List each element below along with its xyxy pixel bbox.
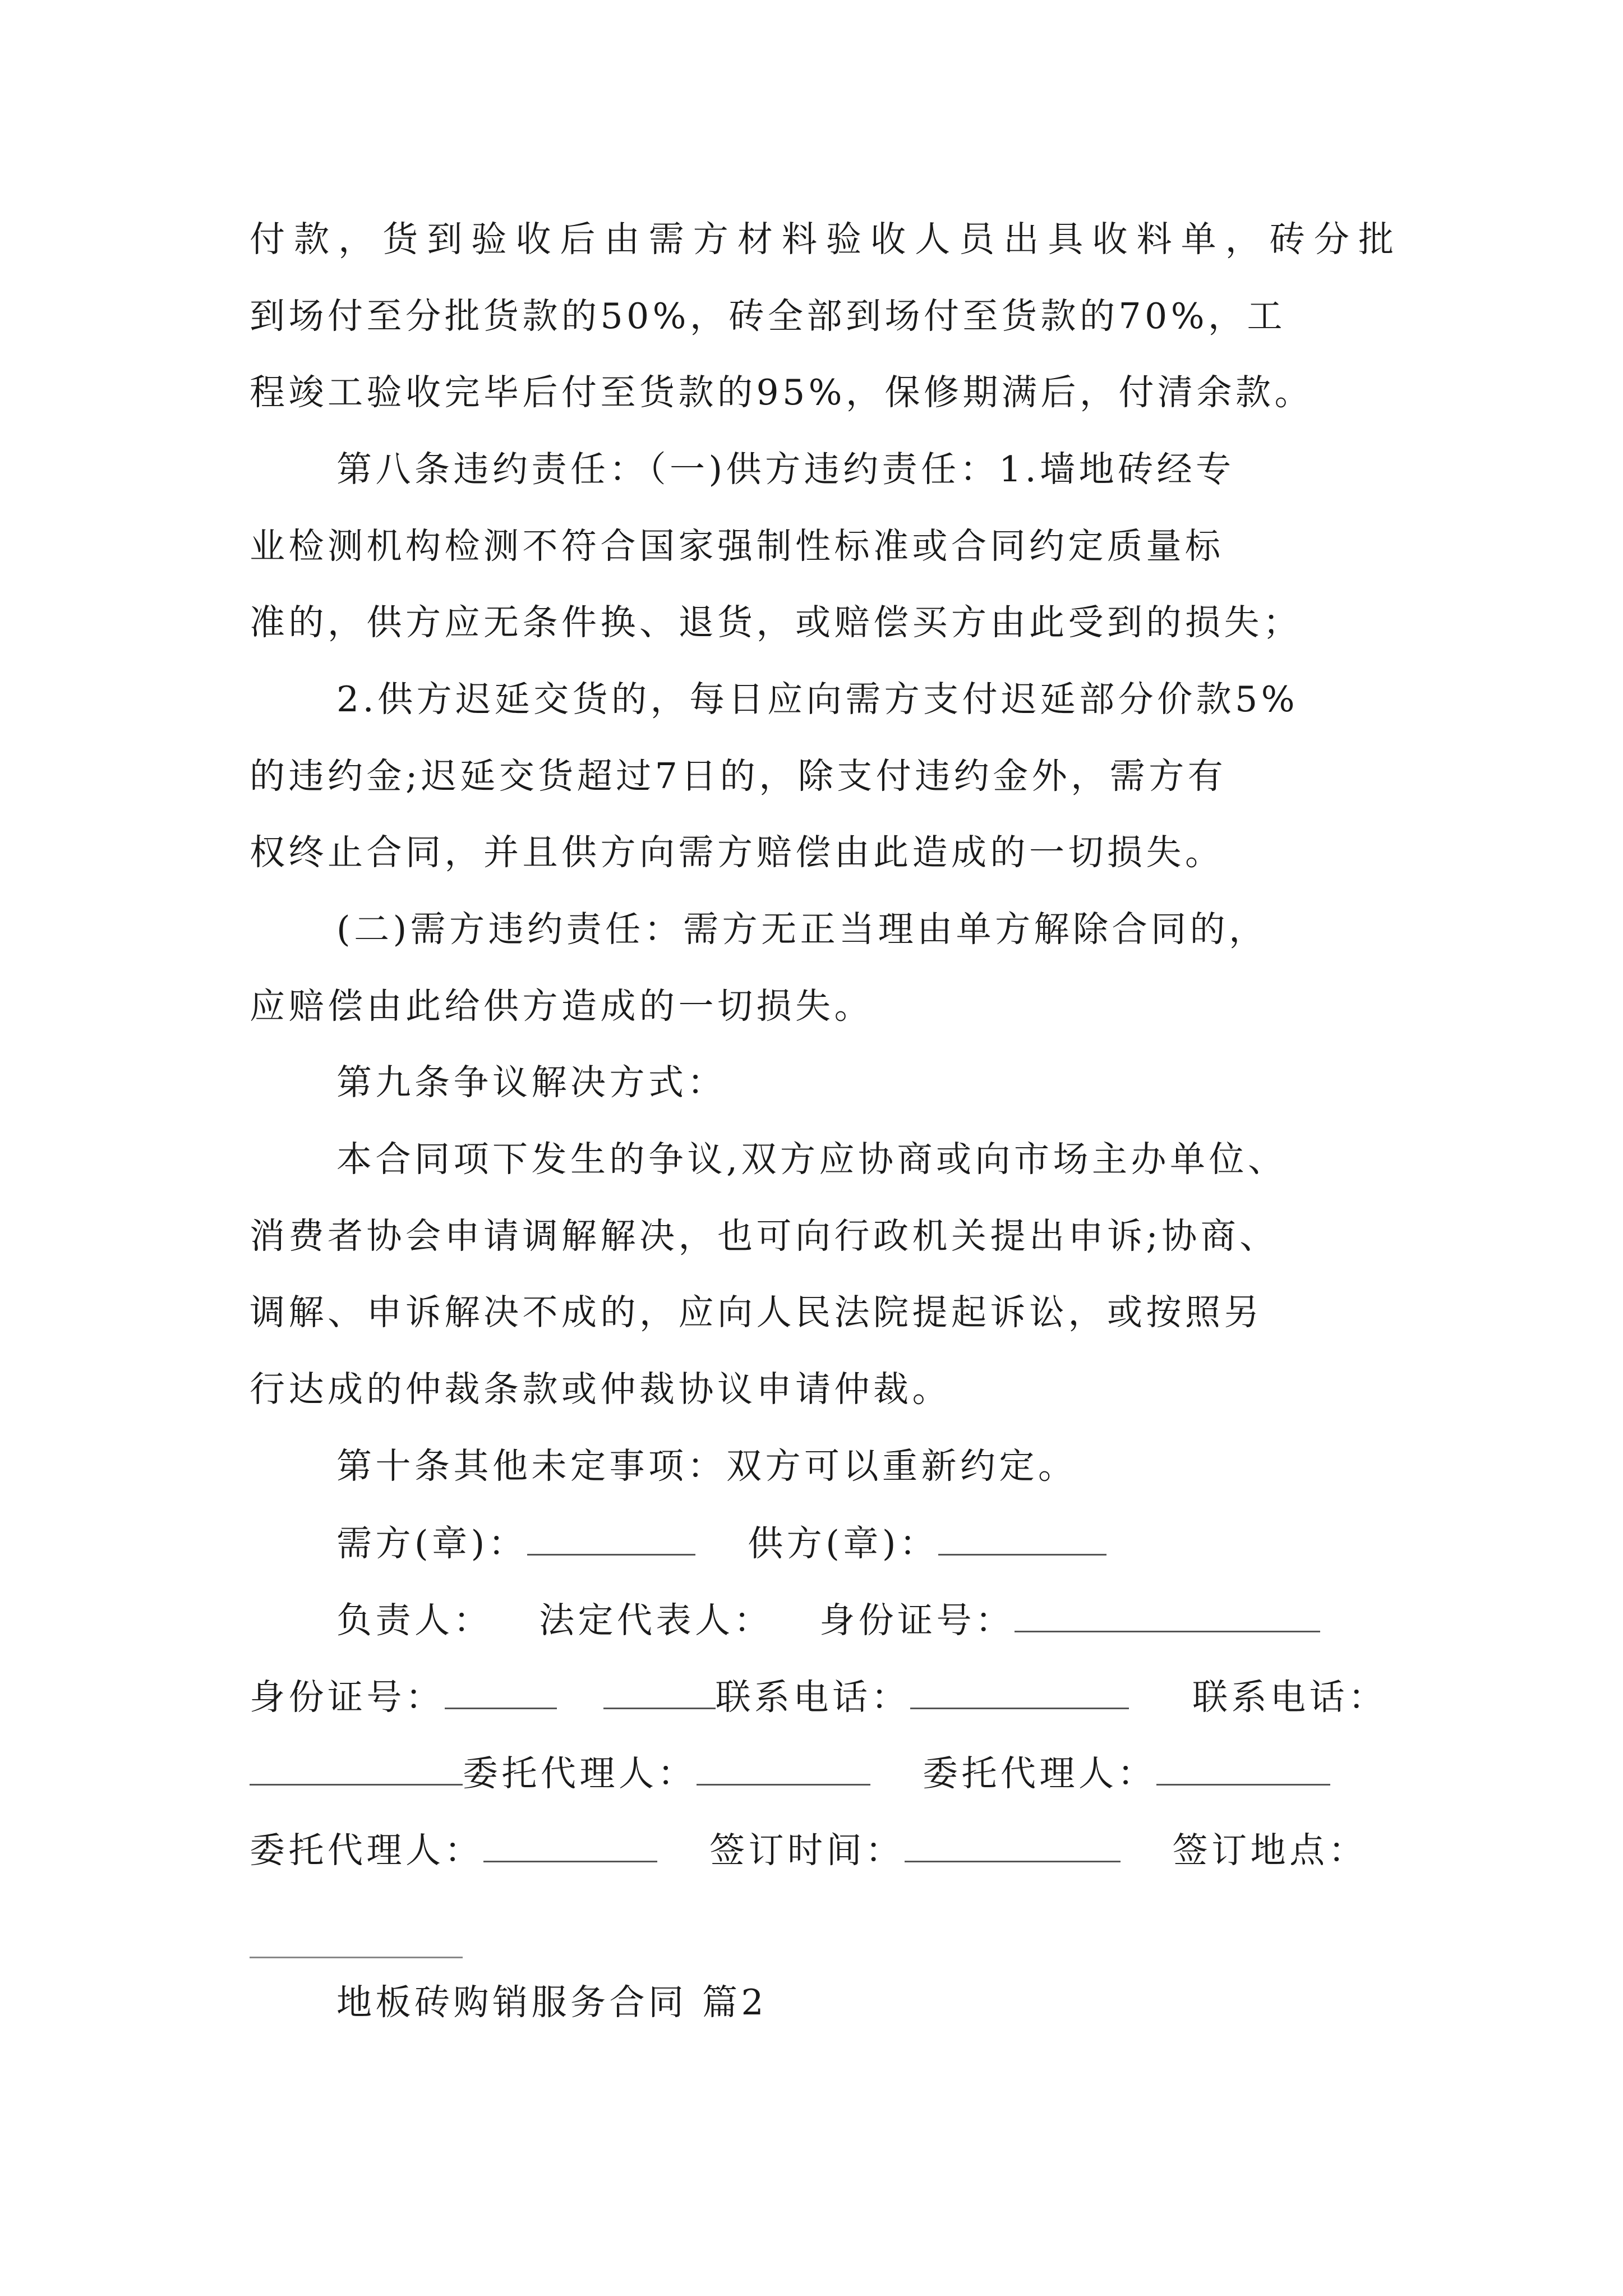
id-number-blank-3[interactable] (603, 1678, 716, 1709)
phone-blank-2[interactable] (250, 1755, 463, 1786)
dispute-paragraph-line-4: 行达成的仲裁条款或仲裁协议申请仲裁。 (250, 1369, 951, 1410)
paragraph-payment-line-3: 程竣工验收完毕后付至货款的95%，保修期满后，付清余款。 (250, 372, 1314, 413)
supplier-breach-item-2-line-1: 2.供方迟延交货的，每日应向需方支付迟延部分价款5% (336, 679, 1299, 720)
dispute-paragraph-line-1: 本合同项下发生的争议,双方应协商或向市场主办单位、 (336, 1139, 1287, 1180)
id-number-blank[interactable] (1015, 1602, 1320, 1632)
supplier-breach-item-2-line-3: 权终止合同，并且供方向需方赔偿由此造成的一切损失。 (250, 832, 1224, 873)
article-8-line-2: 业检测机构检测不符合国家强制性标准或合同约定质量标 (250, 526, 1224, 567)
agent-line (250, 1753, 1394, 1794)
buyer-seal-blank[interactable] (527, 1525, 695, 1556)
agent-blank[interactable] (697, 1755, 870, 1786)
paragraph-payment-line-1: 付 款 ， 货 到 验 收 后 由 需 方 材 料 验 收 人 员 出 具 收 料 单 ， 砖 分 批 (250, 219, 1394, 260)
section-2-title: 地板砖购销服务合同 篇2 (336, 1982, 768, 2023)
supplier-breach-item-2-line-2: 的违约金;迟延交货超过7日的，除支付违约金外，需方有 (250, 756, 1227, 797)
responsible-person-label: 负责人： (336, 1600, 492, 1641)
buyer-breach-line-1: (二)需方违约责任：需方无正当理由单方解除合同的， (336, 909, 1268, 950)
legal-representative-label: 法定代表人： (539, 1600, 773, 1641)
agent-label-2: 委托代理人： (923, 1753, 1157, 1794)
sign-time-label: 签订时间： (709, 1830, 905, 1871)
seal-line (336, 1523, 1394, 1564)
sign-place-label: 签订地点： (1172, 1830, 1368, 1871)
id-phone-line (250, 1677, 1394, 1718)
seller-seal-blank[interactable] (938, 1525, 1106, 1556)
sign-place-blank[interactable] (250, 1957, 463, 1958)
agent-time-place-line (250, 1830, 1394, 1871)
id-number-blank-2[interactable] (445, 1678, 557, 1709)
id-number-label: 身份证号： (819, 1600, 1015, 1641)
representatives-line (336, 1600, 1394, 1641)
sign-time-blank[interactable] (905, 1832, 1121, 1862)
phone-label: 联系电话： (715, 1677, 911, 1718)
id-number-label-2: 身份证号： (250, 1677, 445, 1718)
phone-blank[interactable] (910, 1678, 1129, 1709)
agent-label: 委托代理人： (463, 1753, 697, 1794)
agent-blank-2[interactable] (1156, 1755, 1330, 1786)
dispute-paragraph-line-3: 调解、申诉解决不成的，应向人民法院提起诉讼，或按照另 (250, 1292, 1263, 1333)
agent-label-3: 委托代理人： (250, 1830, 483, 1871)
article-9-heading: 第九条争议解决方式： (336, 1062, 726, 1103)
article-10-line: 第十条其他未定事项：双方可以重新约定。 (336, 1446, 1077, 1487)
paragraph-payment-line-2: 到场付至分批货款的50%，砖全部到场付至货款的70%，工 (250, 296, 1287, 337)
phone-label-2: 联系电话： (1192, 1677, 1387, 1718)
seller-seal-label: 供方(章)： (748, 1523, 939, 1564)
article-8-line-1: 第八条违约责任：（一)供方违约责任：1.墙地砖经专 (336, 449, 1235, 490)
buyer-seal-label: 需方(章)： (336, 1523, 528, 1564)
buyer-breach-line-2: 应赔偿由此给供方造成的一切损失。 (250, 986, 873, 1027)
agent-blank-3[interactable] (483, 1832, 657, 1862)
dispute-paragraph-line-2: 消费者协会申请调解解决，也可向行政机关提出申诉;协商、 (250, 1216, 1279, 1257)
article-8-line-3: 准的，供方应无条件换、退货，或赔偿买方由此受到的损失； (250, 602, 1302, 643)
